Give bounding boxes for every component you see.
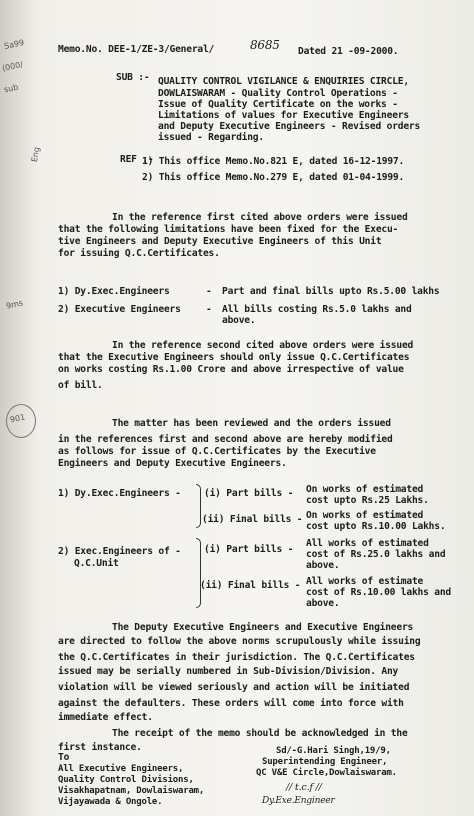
- list2-who: 1) Dy.Exec.Engineers -: [58, 488, 181, 499]
- list2-brace: [196, 538, 201, 608]
- list-item-who: 1) Dy.Exec.Engineers: [58, 286, 170, 297]
- to-label: To: [58, 752, 70, 763]
- list2-text: cost of Rs.25.0 lakhs and: [306, 549, 446, 560]
- list2-text: All works of estimated: [306, 538, 429, 549]
- signature-line: Sd/-G.Hari Singh,19/9,: [276, 746, 391, 756]
- list2-text: cost upto Rs.25 Lakhs.: [306, 495, 429, 506]
- paragraph-line: that the Executive Engineers should only issue Q.C.Certificates: [58, 352, 410, 363]
- list-item-text: above.: [222, 315, 256, 326]
- margin-note: Sa99: [3, 38, 25, 51]
- subject-line: DOWLAISWARAM - Quality Control Operations -: [158, 88, 398, 99]
- paragraph-line: against the defaulters. These orders will come into force with: [58, 698, 404, 709]
- list2-text: above.: [306, 560, 340, 571]
- paragraph-line: In the reference first cited above orders were issued: [112, 212, 408, 223]
- list-item-sep: -: [206, 304, 212, 315]
- list-item-who: 2) Executive Engineers: [58, 304, 181, 315]
- subject-line: and Deputy Executive Engineers - Revised orders: [158, 121, 421, 132]
- subject-line: Limitations of values for Executive Engineers: [158, 110, 409, 121]
- reference-item: 1) This office Memo.No.821 E, dated 16-12-1997.: [142, 156, 405, 167]
- list-item-text: Part and final bills upto Rs.5.00 lakhs: [222, 286, 440, 297]
- paragraph-line: of bill.: [58, 380, 103, 391]
- margin-note: 901: [9, 412, 27, 425]
- list2-text: On works of estimated: [306, 510, 424, 521]
- list2-who: 2) Exec.Engineers of -: [58, 546, 181, 557]
- paragraph-line: in the references first and second above are hereby modified: [58, 434, 393, 445]
- paragraph-line: the Q.C.Certificates in their jurisdiction. The Q.C.Certificates: [58, 652, 415, 663]
- paragraph-line: as follows for issue of Q.C.Certificates by the Executive: [58, 446, 376, 457]
- signature-line: Superintending Engineer,: [262, 757, 388, 767]
- to-address-line: Quality Control Divisions,: [58, 775, 194, 785]
- paragraph-line: that the following limitations have been fixed for the Execu-: [58, 224, 399, 235]
- list2-text: cost of Rs.10.00 lakhs and: [306, 587, 451, 598]
- margin-note: Eng: [29, 146, 42, 163]
- list2-who: Q.C.Unit: [74, 558, 119, 569]
- paragraph-line: are directed to follow the above norms scrupulously while issuing: [58, 636, 421, 647]
- paragraph-line: first instance.: [58, 742, 142, 753]
- attestation-mark: // t.c.f //: [286, 782, 322, 793]
- list2-text: cost upto Rs.10.00 Lakhs.: [306, 521, 446, 532]
- margin-note: sub: [3, 82, 20, 95]
- list2-brace: [196, 484, 201, 528]
- memo-handwritten-number: 8685: [250, 38, 280, 52]
- list2-label: (ii) Final bills -: [200, 580, 301, 591]
- list-item-text: All bills costing Rs.5.0 lakhs and: [222, 304, 412, 315]
- memo-number: Memo.No. DEE-1/ZE-3/General/: [58, 44, 215, 55]
- paragraph-line: issued may be serially numbered in Sub-Division/Division. Any: [58, 666, 399, 677]
- ref-label: REF :-: [120, 154, 154, 165]
- list2-text: On works of estimated: [306, 484, 424, 495]
- paragraph-line: on works costing Rs.1.00 Crore and above irrespective of value: [58, 364, 404, 375]
- subject-line: QUALITY CONTROL VIGILANCE & ENQUIRIES CIRCLE,: [158, 76, 409, 87]
- list2-label: (i) Part bills -: [204, 488, 294, 499]
- reference-item: 2) This office Memo.No.279 E, dated 01-04-1999.: [142, 172, 405, 183]
- attestation-title: Dy.Exe.Engineer: [262, 796, 335, 806]
- paragraph-line: The matter has been reviewed and the orders issued: [112, 418, 391, 429]
- list2-text: All works of estimate: [306, 576, 424, 587]
- to-address-line: Visakhapatnam, Dowlaiswaram,: [58, 786, 205, 796]
- subject-line: issued - Regarding.: [158, 132, 264, 143]
- memo-date: Dated 21 -09-2000.: [298, 46, 399, 57]
- list2-text: above.: [306, 598, 340, 609]
- paragraph-line: immediate effect.: [58, 712, 153, 723]
- list-item-sep: -: [206, 286, 212, 297]
- margin-note: 9ms: [5, 298, 24, 311]
- paragraph-line: The Deputy Executive Engineers and Executive Engineers: [112, 622, 414, 633]
- margin-note: (000/: [1, 59, 24, 74]
- list2-label: (i) Part bills -: [204, 544, 294, 555]
- signature-line: QC V&E Circle,Dowlaiswaram.: [256, 768, 397, 778]
- paragraph-line: for issuing Q.C.Certificates.: [58, 248, 220, 259]
- subject-line: Issue of Quality Certificate on the works -: [158, 99, 398, 110]
- subject-label: SUB :-: [116, 72, 150, 83]
- paragraph-line: violation will be viewed seriously and action will be initiated: [58, 682, 410, 693]
- to-address-line: Vijayawada & Ongole.: [58, 797, 163, 807]
- paragraph-line: Engineers and Deputy Executive Engineers.: [58, 458, 287, 469]
- paragraph-line: tive Engineers and Deputy Executive Engineers of this Unit: [58, 236, 382, 247]
- list2-label: (ii) Final bills -: [202, 514, 303, 525]
- paragraph-line: The receipt of the memo should be acknowledged in the: [112, 728, 408, 739]
- paragraph-line: In the reference second cited above orders were issued: [112, 340, 414, 351]
- to-address-line: All Executive Engineers,: [58, 764, 184, 774]
